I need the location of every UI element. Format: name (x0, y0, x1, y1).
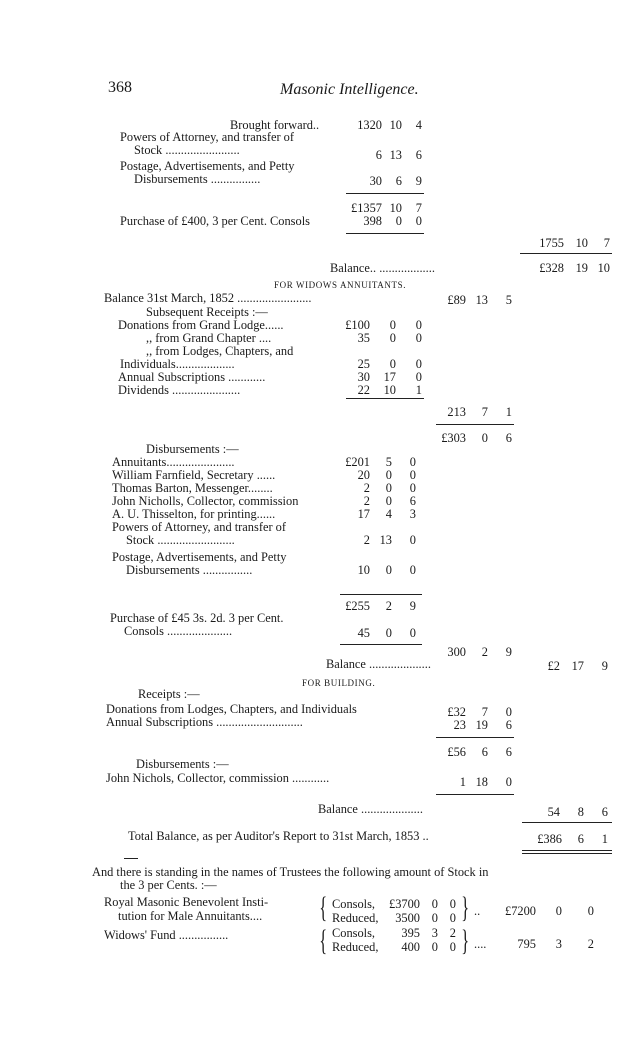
grand-total-pence: 6 (505, 431, 512, 445)
amount-pounds: 23 (453, 718, 466, 732)
purchase-label: Purchase of £400, 3 per Cent. Consols (120, 214, 310, 228)
amount-pence: 0 (505, 775, 512, 789)
balance-shillings: 17 (571, 659, 584, 673)
leader-dots: .... (474, 937, 487, 951)
outer-total-shillings: 10 (575, 236, 588, 250)
rule (340, 594, 422, 595)
amount-pence: 0 (449, 940, 456, 954)
amount-pence: 6 (505, 718, 512, 732)
balance-pence: 9 (601, 659, 608, 673)
amount-shillings: 4 (385, 507, 392, 521)
receipt-label: Donations from Lodges, Chapters, and Individuals (106, 702, 357, 716)
balance-shillings: 8 (577, 805, 584, 819)
subtotal-pence: 7 (415, 201, 422, 215)
amount-pence: 0 (415, 214, 422, 228)
amount-shillings: 0 (389, 357, 396, 371)
balance-pounds: £328 (539, 261, 564, 275)
row-label: Powers of Attorney, and transfer of (112, 520, 286, 534)
leader-dots: .. (474, 904, 481, 918)
amount-pounds: 17 (357, 507, 370, 521)
left-brace: { (319, 924, 328, 957)
amount-pence: 0 (409, 563, 416, 577)
amount-pounds: 3500 (395, 911, 420, 925)
widows-fund-label: Widows' Fund ................ (104, 928, 229, 942)
amount-pounds: 398 (363, 214, 382, 228)
amount-shillings: 17 (383, 370, 396, 384)
amount-shillings: 0 (385, 626, 392, 640)
amount-pence: 0 (409, 533, 416, 547)
page-number: 368 (108, 79, 132, 96)
royal-label-2: tution for Male Annuitants.... (118, 909, 263, 923)
section-heading: FOR BUILDING. (302, 678, 376, 688)
amount-pounds: 22 (357, 383, 370, 397)
amount-pence: 0 (415, 370, 422, 384)
royal-total-pounds: £7200 (505, 904, 536, 918)
total-balance-shillings: 6 (577, 832, 584, 846)
widows-total-pounds: 795 (517, 937, 536, 951)
amount-pence: 0 (505, 705, 512, 719)
amount-pence: 3 (409, 507, 416, 521)
amount-pounds: 20 (357, 468, 370, 482)
amount-pence: 6 (415, 148, 422, 162)
amount-pence: 0 (415, 331, 422, 345)
amount-shillings: 0 (385, 481, 392, 495)
amount-pounds: 30 (369, 174, 382, 188)
amount-shillings: 0 (431, 940, 438, 954)
subsequent-receipts-heading: Subsequent Receipts :— (146, 305, 268, 319)
amount-shillings: 13 (379, 533, 392, 547)
amount-shillings: 18 (475, 775, 488, 789)
disbursement-label: John Nichols, Collector, commission ............ (106, 771, 330, 785)
royal-label-1: Royal Masonic Benevolent Insti- (104, 895, 269, 909)
amount-shillings: 3 (431, 926, 438, 940)
receipts-heading: Receipts :— (138, 687, 200, 701)
powers-line-2: Stock ........................ (134, 143, 240, 157)
amount-shillings: 13 (475, 293, 488, 307)
amount-pence: 0 (409, 468, 416, 482)
rule (436, 424, 514, 425)
amount-shillings: 19 (475, 718, 488, 732)
balance-pounds: £2 (547, 659, 560, 673)
rule (436, 794, 514, 795)
amount-pounds: 1320 (357, 118, 382, 132)
right-brace: } (461, 924, 470, 957)
postage-line-1: Postage, Advertisements, and Petty (120, 159, 295, 173)
running-title: Masonic Intelligence. (280, 81, 419, 98)
subtotal-pounds: £1357 (351, 201, 382, 215)
disb-subtotal-shillings: 2 (385, 599, 392, 613)
rule (522, 850, 612, 851)
row-label: ,, from Lodges, Chapters, and (146, 344, 294, 358)
purchase-line-1: Purchase of £45 3s. 2d. 3 per Cent. (110, 611, 284, 625)
disb-subtotal-pence: 9 (409, 599, 416, 613)
amount-shillings: 10 (389, 118, 402, 132)
amount-pounds: £201 (345, 455, 370, 469)
rule (346, 398, 424, 399)
widows-total-pence: 2 (587, 937, 594, 951)
stock-kind: Reduced, (332, 940, 379, 954)
row-label: A. U. Thisselton, for printing...... (112, 507, 276, 521)
row-label: Annuitants...................... (112, 455, 235, 469)
rule (520, 253, 612, 254)
disb-total-pounds: 300 (447, 645, 466, 659)
total-balance-label: Total Balance, as per Auditor's Report to 31st March, 1853 .. (128, 829, 429, 843)
row-label: Postage, Advertisements, and Petty (112, 550, 287, 564)
row-label: ,, from Grand Chapter .... (146, 331, 272, 345)
amount-pounds: 10 (357, 563, 370, 577)
royal-total-pence: 0 (587, 904, 594, 918)
rule (340, 644, 422, 645)
balance-pence: 10 (597, 261, 610, 275)
amount-pounds: 25 (357, 357, 370, 371)
disbursements-heading: Disbursements :— (136, 757, 229, 771)
purchase-line-2: Consols ..................... (124, 624, 233, 638)
disb-total-pence: 9 (505, 645, 512, 659)
stock-intro-line-2: the 3 per Cents. :— (120, 878, 217, 892)
amount-pence: 0 (415, 318, 422, 332)
amount-pounds: £32 (447, 705, 466, 719)
disbursements-heading: Disbursements :— (146, 442, 239, 456)
amount-shillings: 0 (395, 214, 402, 228)
amount-shillings: 5 (385, 455, 392, 469)
stock-kind: Consols, (332, 897, 376, 911)
amount-shillings: 0 (385, 468, 392, 482)
amount-pence: 0 (415, 357, 422, 371)
balance-label: Balance .................... (326, 657, 431, 671)
powers-line-1: Powers of Attorney, and transfer of (120, 130, 294, 144)
grand-total-shillings: 0 (481, 431, 488, 445)
balance-label: Balance.. .................. (330, 261, 435, 275)
amount-pence: 4 (415, 118, 422, 132)
amount-pounds: 2 (363, 494, 370, 508)
balance-pence: 6 (601, 805, 608, 819)
amount-pounds: 400 (401, 940, 420, 954)
stock-kind: Consols, (332, 926, 376, 940)
row-label: William Farnfield, Secretary ...... (112, 468, 276, 482)
amount-pence: 0 (449, 911, 456, 925)
amount-shillings: 0 (389, 331, 396, 345)
rule (522, 822, 612, 823)
amount-shillings: 7 (481, 705, 488, 719)
total-pounds: £56 (447, 745, 466, 759)
amount-pence: 0 (449, 897, 456, 911)
balance-pounds: 54 (547, 805, 560, 819)
amount-pence: 0 (409, 455, 416, 469)
opening-balance-label: Balance 31st March, 1852 ........................ (104, 291, 312, 305)
amount-pounds: £89 (447, 293, 466, 307)
rule (346, 193, 424, 194)
brought-forward-label: Brought forward.. (230, 118, 320, 132)
right-brace: } (461, 891, 470, 924)
section-heading: FOR WIDOWS ANNUITANTS. (274, 280, 407, 290)
receipts-total-pounds: 213 (447, 405, 466, 419)
row-label: Disbursements ................ (126, 563, 253, 577)
amount-shillings: 0 (431, 911, 438, 925)
disb-total-shillings: 2 (481, 645, 488, 659)
amount-pence: 5 (505, 293, 512, 307)
amount-pence: 2 (449, 926, 456, 940)
widows-total-shillings: 3 (555, 937, 562, 951)
amount-pounds: 395 (401, 926, 420, 940)
grand-total-pounds: £303 (441, 431, 466, 445)
row-label: Annual Subscriptions ............ (118, 370, 266, 384)
subtotal-shillings: 10 (389, 201, 402, 215)
rule (346, 233, 424, 234)
amount-pounds: 6 (375, 148, 382, 162)
receipts-total-pence: 1 (505, 405, 512, 419)
total-balance-pence: 1 (601, 832, 608, 846)
total-shillings: 6 (481, 745, 488, 759)
royal-total-shillings: 0 (555, 904, 562, 918)
rule (522, 853, 612, 854)
amount-shillings: 13 (389, 148, 402, 162)
row-label: Individuals................... (120, 357, 235, 371)
row-label: Donations from Grand Lodge...... (118, 318, 284, 332)
amount-pounds: 1 (459, 775, 466, 789)
amount-pounds: 2 (363, 533, 370, 547)
outer-total-pence: 7 (603, 236, 610, 250)
amount-pounds: £3700 (389, 897, 420, 911)
amount-pounds: 30 (357, 370, 370, 384)
short-rule (124, 858, 138, 859)
disb-subtotal-pounds: £255 (345, 599, 370, 613)
left-brace: { (319, 891, 328, 924)
stock-kind: Reduced, (332, 911, 379, 925)
amount-shillings: 10 (383, 383, 396, 397)
amount-pounds: £100 (345, 318, 370, 332)
amount-pence: 0 (409, 626, 416, 640)
stock-intro-line-1: And there is standing in the names of Trustees the following amount of Stock in (92, 865, 489, 879)
amount-pounds: 45 (357, 626, 370, 640)
amount-pence: 1 (415, 383, 422, 397)
amount-pence: 6 (409, 494, 416, 508)
balance-label: Balance .................... (318, 802, 423, 816)
amount-shillings: 0 (385, 494, 392, 508)
amount-pounds: 2 (363, 481, 370, 495)
amount-shillings: 0 (389, 318, 396, 332)
row-label: Dividends ...................... (118, 383, 241, 397)
outer-total-pounds: 1755 (539, 236, 564, 250)
balance-shillings: 19 (575, 261, 588, 275)
row-label: John Nicholls, Collector, commission (112, 494, 299, 508)
amount-shillings: 0 (385, 563, 392, 577)
rule (436, 737, 514, 738)
total-pence: 6 (505, 745, 512, 759)
total-balance-pounds: £386 (537, 832, 562, 846)
amount-shillings: 6 (395, 174, 402, 188)
row-label: Thomas Barton, Messenger........ (112, 481, 273, 495)
receipts-total-shillings: 7 (481, 405, 488, 419)
receipt-label: Annual Subscriptions ............................ (106, 715, 303, 729)
amount-pence: 9 (415, 174, 422, 188)
amount-pounds: 35 (357, 331, 370, 345)
postage-line-2: Disbursements ................ (134, 172, 261, 186)
row-label: Stock ......................... (126, 533, 235, 547)
amount-pence: 0 (409, 481, 416, 495)
amount-shillings: 0 (431, 897, 438, 911)
